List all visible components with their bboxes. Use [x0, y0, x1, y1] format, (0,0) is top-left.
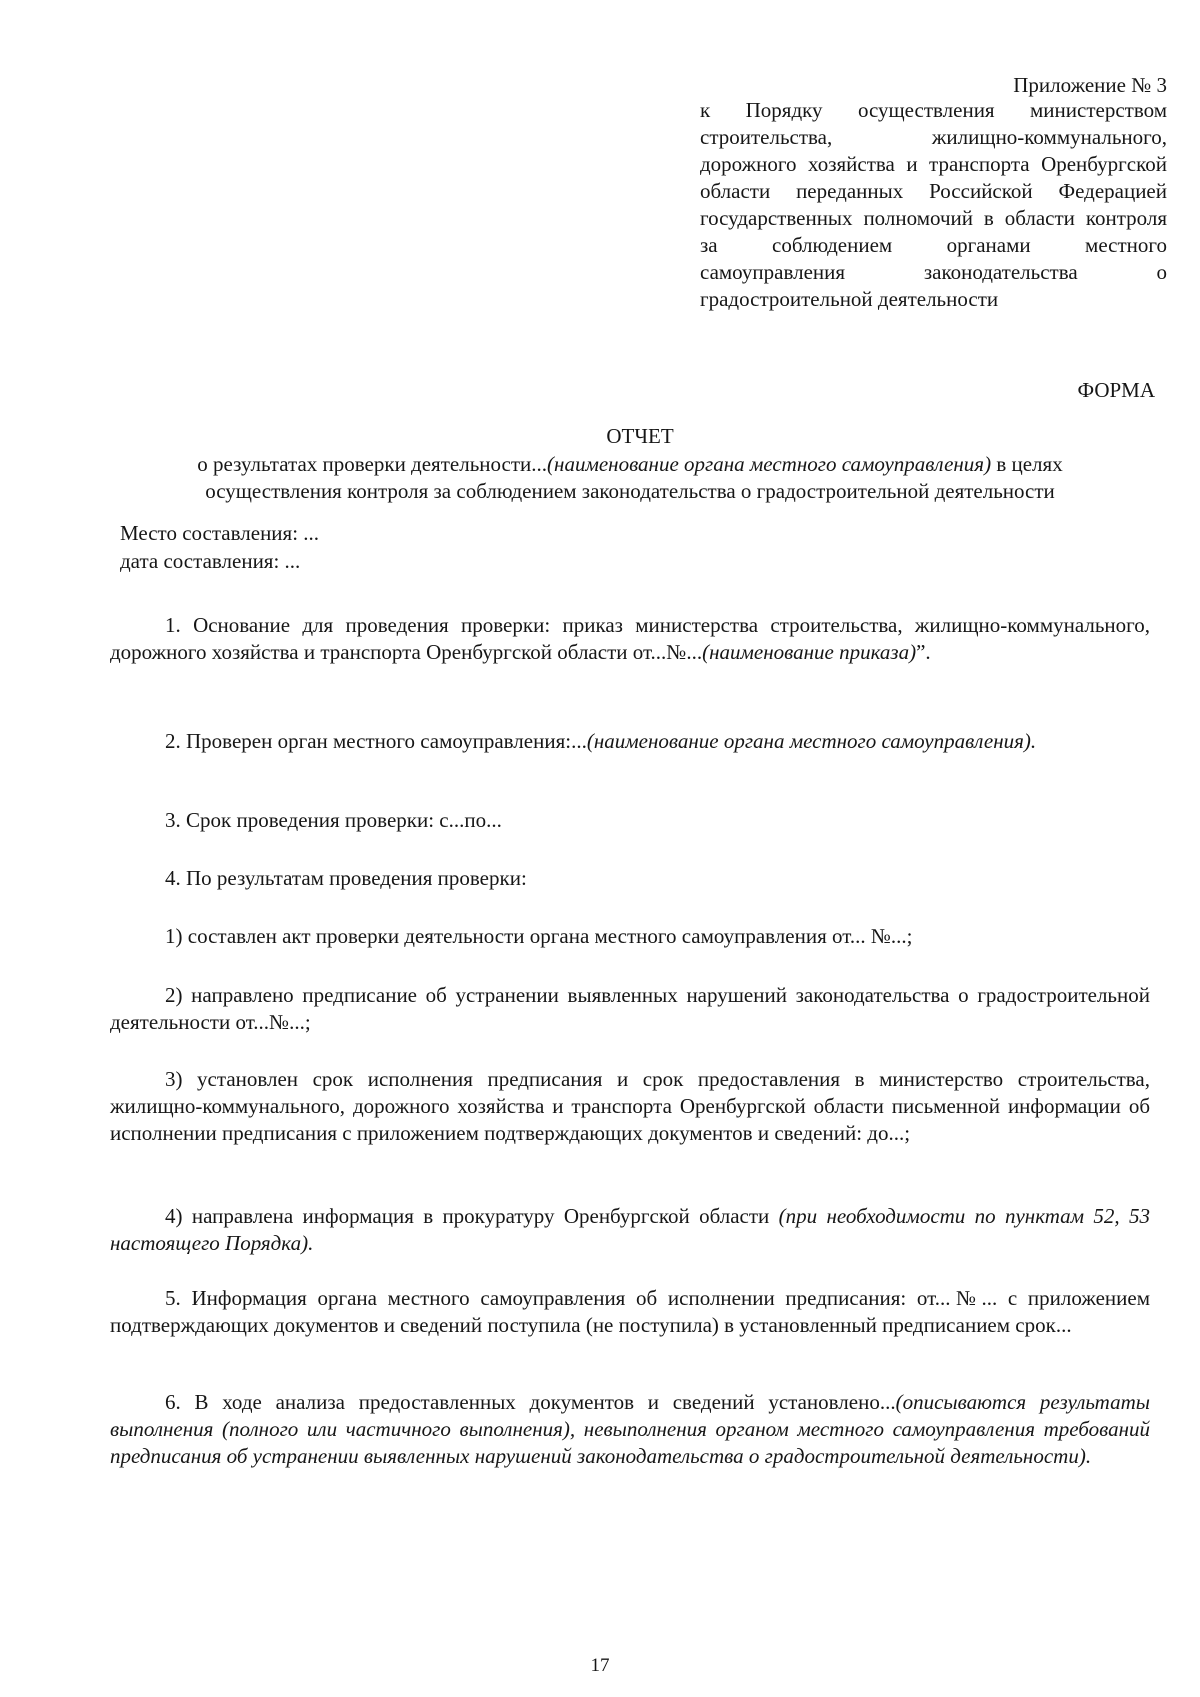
paragraph-information: 5. Информация органа местного самоуправления об исполнении предписания: от...№... с приложением подтверждающих документов и сведений поступила (не поступила) в установленный предписанием срок... — [110, 1286, 1150, 1337]
appendix-reference: к Порядку осуществления министерством строительства, жилищно-коммунального, дорожного хозяйства и транспорта Оренбургской области переданных Российской Федерацией государственных полномочий в области контроля за соблюдением органами местного самоуправления законодательства о градостроительной деятельности — [700, 98, 1167, 311]
paragraph-analysis-italic: (описываются результаты выполнения (полного или частичного выполнения), невыполнения органом местного самоуправления требований предписания об устранении выявленных нарушений законодательства о градостроительной деятельности). — [110, 1390, 1150, 1468]
paragraph-result-3: 3) установлен срок исполнения предписания и срок предоставления в министерство строительства, жилищно-коммунального, дорожного хозяйства и транспорта Оренбургской области письменной информации об исполнении предписания с приложением подтверждающих документов и сведений: до...; — [110, 1067, 1150, 1145]
report-subtitle — [130, 451, 1130, 505]
paragraph-analysis — [110, 1389, 1150, 1470]
paragraph-result-4-italic: (при необходимости по пунктам 52, 53 настоящего Порядка). — [110, 1204, 1151, 1255]
place-line: Место составления: ... — [120, 521, 320, 545]
paragraph-results: 4. По результатам проведения проверки: — [165, 866, 527, 890]
appendix-number: Приложение № 3 — [1013, 73, 1167, 97]
report-title: ОТЧЕТ — [606, 424, 674, 448]
date-line: дата составления: ... — [120, 549, 301, 573]
paragraph-basis — [110, 612, 1150, 666]
paragraph-basis-italic: (наименование приказа) — [702, 640, 917, 664]
paragraph-checked-body-italic: (наименование органа местного самоуправления). — [586, 729, 1037, 753]
paragraph-result-4-text: 4) направлена информация в прокуратуру Оренбургской области — [165, 1204, 779, 1228]
paragraph-term: 3. Срок проведения проверки: с...по... — [165, 808, 502, 832]
paragraph-basis-text: 1. Основание для проведения проверки: приказ министерства строительства, жилищно-коммунального, дорожного хозяйства и транспорта Оренбургской области от...№... — [110, 613, 1150, 664]
paragraph-basis-end: ”. — [916, 640, 931, 664]
report-subtitle-italic: (наименование органа местного самоуправления) — [547, 452, 992, 476]
paragraph-result-2: 2) направлено предписание об устранении выявленных нарушений законодательства о градостроительной деятельности от...№...; — [110, 983, 1150, 1034]
form-label: ФОРМА — [1077, 378, 1155, 402]
report-subtitle-part-2: в целях осуществления контроля за соблюдением законодательства о градостроительной деятельности — [205, 452, 1063, 503]
paragraph-result-1: 1) составлен акт проверки деятельности органа местного самоуправления от... №...; — [165, 924, 913, 948]
paragraph-checked-body — [110, 728, 1150, 755]
page-number: 17 — [590, 1655, 610, 1676]
paragraph-checked-body-text: 2. Проверен орган местного самоуправления:... — [165, 729, 587, 753]
paragraph-result-4 — [110, 1203, 1150, 1257]
paragraph-analysis-text: 6. В ходе анализа предоставленных документов и сведений установлено... — [165, 1390, 896, 1414]
report-subtitle-part-1: о результатах проверки деятельности... — [197, 452, 548, 476]
